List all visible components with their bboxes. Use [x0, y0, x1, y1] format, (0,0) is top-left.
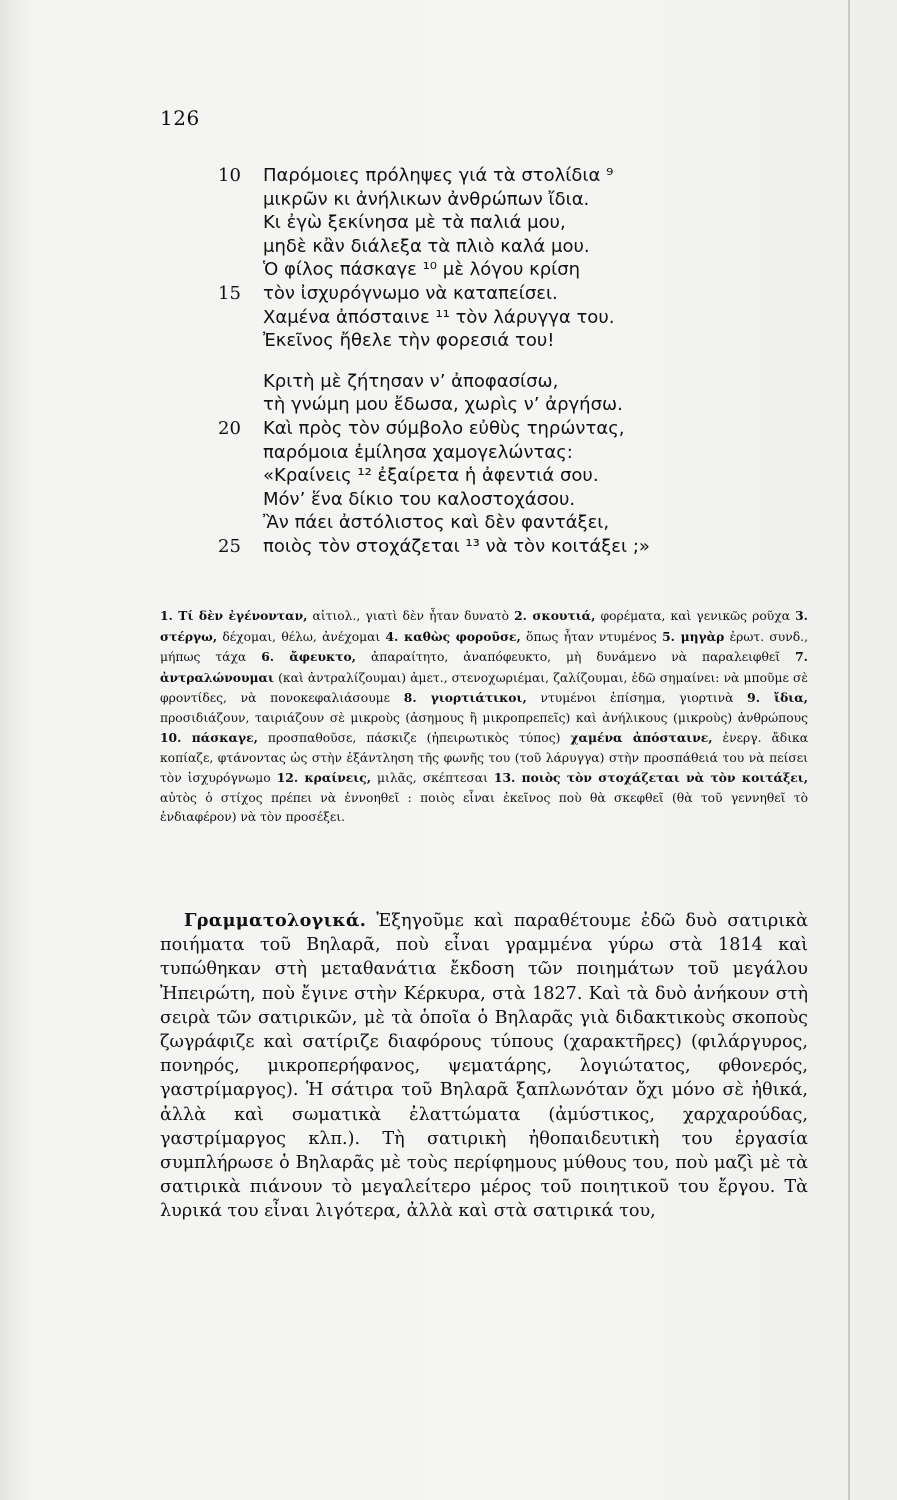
footnote-term: 13. ποιὸς τὸν στοχάζεται νὰ τὸν κοιτάξει,: [493, 770, 808, 785]
footnote-definition: (καὶ ἀντραλίζουμαι) ἀμετ., στενοχωριέμαι, ζαλίζουμαι, ἐδῶ σημαίνει: νὰ μποῦμε σὲ φροντίδες, νὰ πονοκεφαλιάσουμε: [160, 670, 808, 705]
footnote-term: 7. ἀντραλώνουμαι: [160, 649, 808, 685]
line-text: Ἐκεῖνος ἤθελε τὴν φορεσιά του!: [263, 330, 555, 352]
footnote-term: 5. μηγὰρ: [662, 628, 725, 644]
footnotes: [160, 606, 808, 828]
line-text: «Κραίνεις ¹² ἐξαίρετα ἡ ἀφεντιά σου.: [263, 465, 599, 487]
poem-line: [0, 393, 897, 417]
line-text: Κι ἐγὼ ξεκίνησα μὲ τὰ παλιά μου,: [263, 212, 566, 234]
footnote-definition: αὐτὸς ὁ στίχος πρέπει νὰ ἐννοηθεῖ : ποιὸς εἶναι ἐκεῖνος ποὺ θὰ σκεφθεῖ (θὰ τοῦ γεννηθεῖ τὸ ἐνδιαφέρον) νὰ τὸν προσέξει.: [160, 790, 808, 824]
line-text: Μόν’ ἕνα δίκιο του καλοστοχάσου.: [263, 488, 576, 510]
line-text: τὴ γνώμη μου ἔδωσα, χωρὶς ν’ ἀργήσω.: [263, 394, 623, 416]
poem-line: [0, 370, 897, 394]
footnote-definition: ἐνεργ. ἄδικα κοπίαζε, φτάνοντας ὡς στὴν ἐξάντληση τῆς φωνῆς του (τοῦ λάρυγγα) στὴν προσπάθειά του νὰ πείσει τὸν ἰσχυρόγνωμο: [160, 731, 808, 785]
footnote-definition: δέχομαι, θέλω, ἀνέχομαι: [222, 629, 381, 644]
poem-line: [0, 329, 897, 353]
line-text: μηδὲ κἂν διάλεξα τὰ πλιὸ καλά μου.: [263, 235, 590, 257]
footnote-definition: ἐρωτ. συνδ., μήπως τάχα: [160, 629, 808, 664]
essay-paragraph: [160, 909, 808, 1224]
line-number: 10: [218, 165, 241, 186]
line-text: τὸν ἰσχυρόγνωμο νὰ καταπείσει.: [263, 282, 558, 304]
poem-line: [0, 282, 897, 306]
footnote-term: 1. Τί δὲν ἐγένονταν,: [160, 608, 308, 623]
poem-line: [0, 188, 897, 212]
footnote-definition: προσπαθοῦσε, πάσκιζε (ἠπειρωτικὸς τύπος): [267, 731, 561, 745]
line-text: Κριτὴ μὲ ζήτησαν ν’ ἀποφασίσω,: [263, 370, 559, 392]
page-number: 126: [160, 106, 200, 130]
poem-line: [0, 511, 897, 535]
line-text: Ὁ φίλος πάσκαγε ¹⁰ μὲ λόγου κρίση: [263, 259, 581, 281]
poem-line: [0, 417, 897, 441]
footnote-definition: προσιδιάζουν, ταιριάζουν σὲ μικροὺς (ἀσημους ἢ μικροπρεπεῖς) καὶ ἀνήλικους (μικροὺς) ἀνθρώπους: [160, 710, 808, 725]
poem-line: [0, 441, 897, 465]
footnote-definition: αἰτιολ., γιατὶ δὲν ἦταν δυνατὸ: [312, 609, 510, 623]
footnote-definition: ντυμένοι ἐπίσημα, γιορτινὰ: [540, 691, 734, 705]
poem-line: [0, 488, 897, 512]
essay-body: Ἐξηγοῦμε καὶ παραθέτουμε ἐδῶ δυὸ σατιρικὰ ποιήματα τοῦ Βηλαρᾶ, ποὺ εἶναι γραμμένα γύρω στὰ 1814 καὶ τυπώθηκαν στὴ μεταθανάτια ἔκδοση τῶν ποιημάτων τοῦ μεγάλου Ἠπειρώτη, ποὺ ἔγινε στὴν Κέρκυρα, στὰ 1827. Καὶ τὰ δυὸ ἀνήκουν στὴ σειρὰ τῶν σατιρικῶν, μὲ τὰ ὁποῖα ὁ Βηλαρᾶς γιὰ διδακτικοὺς σκοποὺς ζωγράφιζε καὶ σατίριζε διαφόρους τύπους (χαρακτῆρες) (φιλάργυρος, πονηρός, μικροπερήφανος, ψεματάρης, λογιώτατος, φθονερός, γαστρίμαργος). Ἡ σάτιρα τοῦ Βηλαρᾶ ξαπλωνόταν ὄχι μόνο σὲ ἠθικά, ἀλλὰ καὶ σωματικὰ ἐλαττώματα (ἀμύστικος, χαρχαρούδας, γαστρίμαργος κλπ.). Τὴ σατιρικὴ ἠθοπαιδευτικὴ του ἐργασία συμπλήρωσε ὁ Βηλαρᾶς μὲ τοὺς περίφημους μύθους του, ποὺ μαζὶ μὲ τὰ σατιρικὰ πιάνουν τὸ μεγαλείτερο μέρος τοῦ ποιητικοῦ του ἔργου. Τὰ λυρικά του εἶναι λιγότερα, ἀλλὰ καὶ στὰ σατιρικά του,: [160, 911, 808, 1222]
footnote-term: 3. στέργω,: [160, 608, 808, 644]
line-number: 25: [218, 535, 241, 557]
line-text: παρόμοια ἐμίλησα χαμογελώντας:: [263, 441, 573, 463]
poem-line: [0, 235, 897, 259]
poem-line: [0, 464, 897, 488]
footnote-term: 10. πάσκαγε,: [160, 730, 258, 745]
line-number: 20: [218, 417, 241, 439]
footnote-term: 2. σκουτιά,: [514, 608, 596, 623]
line-text: μικρῶν κι ἀνήλικων ἀνθρώπων ἴδια.: [263, 188, 590, 210]
footnote-term: 4. καθὼς φοροῦσε,: [385, 628, 521, 644]
line-text: Ἂν πάει ἀστόλιστος καὶ δὲν φαντάξει,: [263, 512, 610, 534]
line-text: Παρόμοιες πρόληψες γιά τὰ στολίδια ⁹: [263, 165, 614, 186]
footnote-term: χαμένα ἀπόσταινε,: [570, 730, 713, 745]
poem-line: [0, 535, 897, 559]
line-text: Καὶ πρὸς τὸν σύμβολο εὐθὺς τηρώντας,: [263, 417, 625, 439]
line-text: Χαμένα ἀπόσταινε ¹¹ τὸν λάρυγγα του.: [263, 306, 615, 328]
footnote-term: 12. κραίνεις,: [276, 770, 371, 785]
line-number: 15: [218, 282, 241, 304]
line-text: ποιὸς τὸν στοχάζεται ¹³ νὰ τὸν κοιτάξει ;»: [263, 535, 650, 557]
footnote-definition: ὅπως ἦταν ντυμένος: [526, 629, 657, 644]
footnote-definition: φορέματα, καὶ γενικῶς ροῦχα: [600, 609, 791, 623]
footnote-term: 6. ἄφευκτο,: [261, 649, 356, 664]
footnote-term: 8. γιορτιάτικοι,: [403, 690, 527, 705]
poem-line: [0, 306, 897, 330]
poem: [0, 164, 897, 559]
footnote-definition: ἀπαραίτητο, ἀναπόφευκτο, μὴ δυνάμενο νὰ παραλειφθεῖ: [370, 650, 781, 664]
essay-heading: Γραμματολογικά.: [184, 910, 367, 931]
poem-line: [0, 164, 897, 188]
poem-line: [0, 211, 897, 235]
footnote-term: 9. ἴδια,: [747, 690, 808, 705]
footnote-definition: μιλᾶς, σκέπτεσαι: [377, 771, 488, 785]
poem-line: [0, 258, 897, 282]
